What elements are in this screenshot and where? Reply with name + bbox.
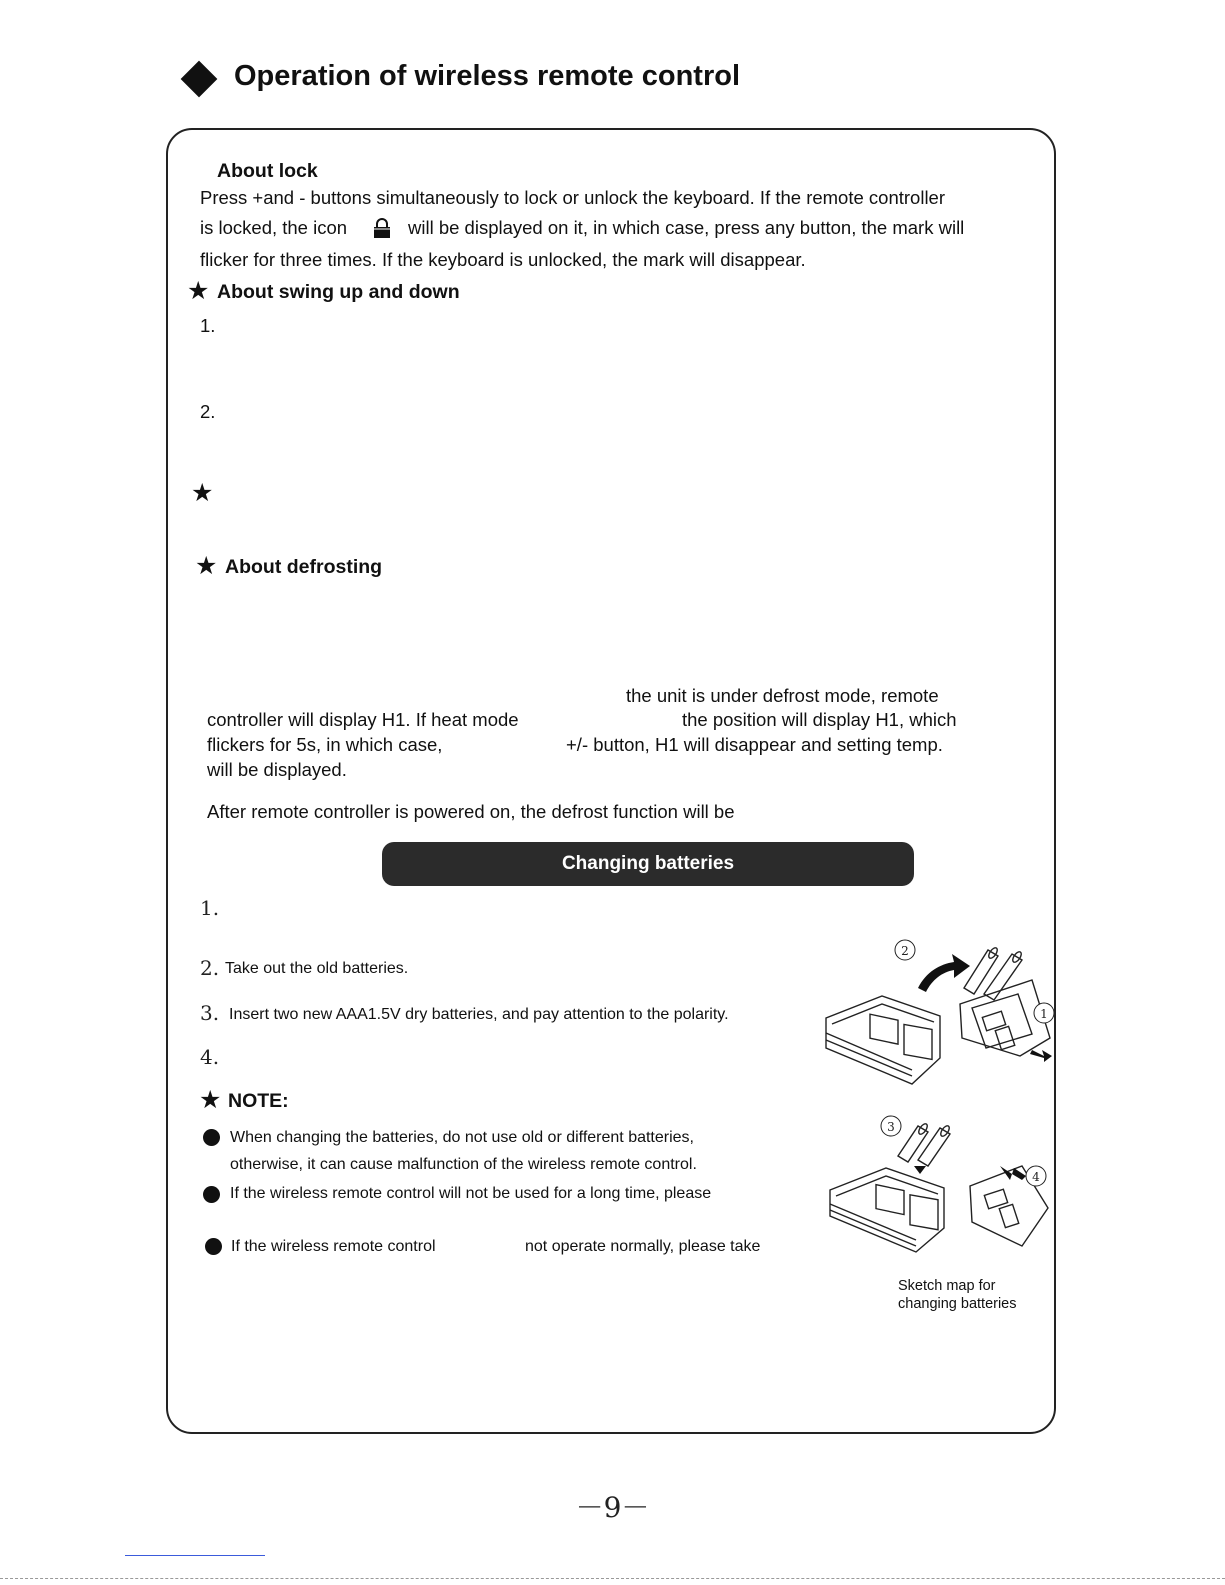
defrost-line-5: After remote controller is powered on, the defrost function will be [207, 801, 735, 822]
step-label: 2 [901, 944, 909, 958]
battery-step-number: 3. [200, 1001, 220, 1025]
step-label: 4 [1032, 1170, 1040, 1184]
defrost-line-4: will be displayed. [207, 759, 347, 780]
star-icon: ★ [195, 552, 218, 580]
defrost-line-1: the unit is under defrost mode, remote [626, 685, 939, 706]
diamond-icon [181, 61, 218, 98]
lock-heading: About lock [217, 160, 318, 182]
page-edge-divider [0, 1578, 1225, 1579]
star-icon: ★ [191, 479, 214, 507]
swing-item-1: 1. [200, 315, 216, 336]
note-1a: When changing the batteries, do not use old or different batteries, [230, 1129, 694, 1146]
lock-line-2a: is locked, the icon [200, 217, 348, 238]
bullet-icon [203, 1186, 220, 1203]
battery-sketch-remove [822, 938, 1054, 1088]
star-icon: ★ [199, 1086, 222, 1114]
battery-sketch-insert [826, 1112, 1054, 1254]
battery-step-text: Insert two new AAA1.5V dry batteries, and pay attention to the polarity. [229, 1006, 729, 1023]
defrost-line-2b: the position will display H1, which [682, 709, 957, 730]
lock-line-1: Press +and - buttons simultaneously to lock or unlock the keyboard. If the remote controller [200, 187, 946, 208]
lock-line-2b: will be displayed on it, in which case, press any button, the mark will [408, 217, 965, 238]
swing-heading: About swing up and down [217, 281, 460, 303]
star-icon: ★ [187, 277, 210, 305]
note-heading: NOTE: [228, 1090, 289, 1112]
defrost-line-3a: flickers for 5s, in which case, [207, 734, 443, 755]
step-label: 3 [887, 1120, 895, 1134]
battery-step-number: 2. [200, 956, 220, 980]
sketch-caption [898, 1277, 1017, 1313]
page-number: －9－ [575, 1491, 650, 1524]
section-banner: Changing batteries [382, 842, 914, 886]
note-3b: not operate normally, please take [525, 1238, 761, 1255]
sketch-caption-line-1: Sketch map for [898, 1278, 996, 1294]
defrost-heading: About defrosting [225, 556, 383, 578]
note-3a: If the wireless remote control [231, 1238, 436, 1255]
battery-step-text: Take out the old batteries. [225, 960, 409, 977]
swing-item-2: 2. [200, 401, 216, 422]
battery-step-number: 4. [200, 1045, 220, 1069]
step-label: 1 [1040, 1007, 1048, 1021]
sketch-caption-line-2: changing batteries [898, 1296, 1017, 1312]
defrost-line-2a: controller will display H1. If heat mode [207, 709, 519, 730]
bullet-icon [203, 1129, 220, 1146]
note-2: If the wireless remote control will not be used for a long time, please [230, 1185, 712, 1202]
footer-rule [125, 1555, 265, 1556]
lock-line-3: flicker for three times. If the keyboard is unlocked, the mark will disappear. [200, 249, 806, 270]
bullet-icon [205, 1238, 222, 1255]
lock-icon [371, 217, 393, 239]
page-title: Operation of wireless remote control [234, 60, 740, 92]
defrost-line-3b: +/- button, H1 will disappear and setting temp. [566, 734, 943, 755]
note-1b: otherwise, it can cause malfunction of the wireless remote control. [230, 1156, 697, 1173]
battery-step-number: 1. [200, 896, 220, 920]
